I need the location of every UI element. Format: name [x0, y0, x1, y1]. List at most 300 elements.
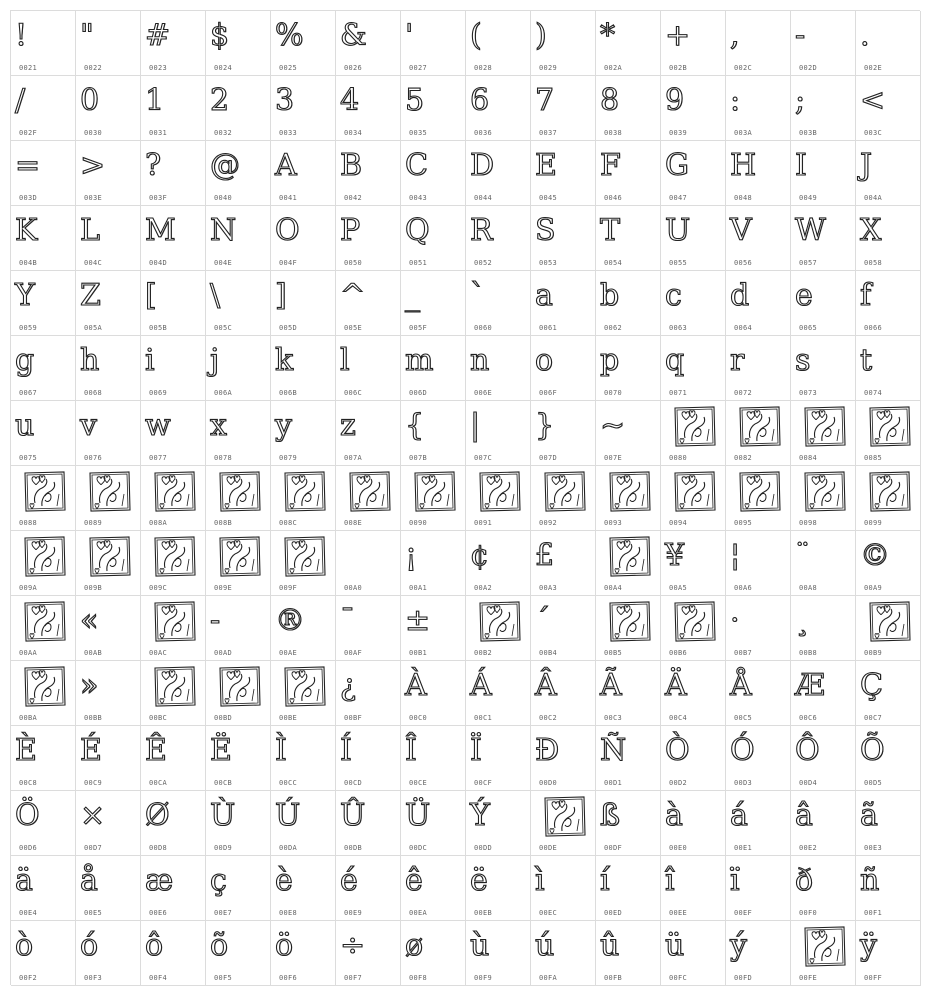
- glyph-character: %: [275, 18, 304, 53]
- glyph-cell-0044: [466, 141, 531, 206]
- glyph-character: Ô: [795, 733, 820, 768]
- glyph-code-label: 006F: [539, 389, 558, 397]
- glyph-code-label: 00EF: [734, 909, 753, 917]
- glyph-character: A: [275, 148, 297, 183]
- missing-glyph-icon: [868, 470, 912, 512]
- glyph-cell-0072: [726, 336, 791, 401]
- glyph-cell-00a3: [531, 531, 596, 596]
- glyph-code-label: 00D5: [864, 779, 883, 787]
- glyph-cell-0076: [76, 401, 141, 466]
- glyph-character: D: [470, 148, 495, 183]
- glyph-code-label: 0056: [734, 259, 753, 267]
- glyph-cell-0058: [856, 206, 921, 271]
- glyph-character: À: [405, 668, 427, 703]
- glyph-cell-0026: [336, 11, 401, 76]
- glyph-character: z: [340, 408, 356, 443]
- glyph-code-label: 0074: [864, 389, 883, 397]
- glyph-code-label: 0037: [539, 129, 558, 137]
- glyph-cell-0042: [336, 141, 401, 206]
- glyph-cell-0063: [661, 271, 726, 336]
- glyph-code-label: 0021: [19, 64, 38, 72]
- glyph-cell-00ef: [726, 856, 791, 921]
- glyph-code-label: 00EB: [474, 909, 493, 917]
- glyph-character: ¯: [340, 603, 355, 638]
- missing-glyph-icon: [413, 470, 457, 512]
- glyph-character: ?: [145, 148, 162, 183]
- glyph-code-label: 0043: [409, 194, 428, 202]
- missing-glyph-icon: [803, 405, 847, 447]
- missing-glyph-icon: [348, 470, 392, 512]
- glyph-character: I: [795, 148, 807, 183]
- glyph-character: ß: [600, 798, 621, 833]
- glyph-code-label: 0076: [84, 454, 103, 462]
- glyph-code-label: 0045: [539, 194, 558, 202]
- glyph-cell-00bf: [336, 661, 401, 726]
- glyph-character: y: [275, 408, 292, 443]
- glyph-code-label: 0078: [214, 454, 233, 462]
- glyph-cell-004a: [856, 141, 921, 206]
- glyph-cell-00ff: [856, 921, 921, 986]
- glyph-character: n: [470, 343, 490, 378]
- glyph-character: 8: [600, 83, 620, 118]
- glyph-character: ·: [730, 603, 740, 638]
- glyph-code-label: 0075: [19, 454, 38, 462]
- glyph-character: È: [15, 733, 37, 768]
- glyph-code-label: 00B1: [409, 649, 428, 657]
- glyph-cell-00d4: [791, 726, 856, 791]
- glyph-code-label: 00FD: [734, 974, 753, 982]
- glyph-code-label: 0053: [539, 259, 558, 267]
- glyph-cell-0069: [141, 336, 206, 401]
- glyph-character: Ã: [600, 668, 622, 703]
- glyph-code-label: 00E8: [279, 909, 298, 917]
- glyph-cell-006f: [531, 336, 596, 401]
- glyph-character: ": [80, 18, 94, 53]
- glyph-cell-00c6: [791, 661, 856, 726]
- missing-glyph-icon: [283, 470, 327, 512]
- glyph-character: ©: [860, 538, 890, 573]
- glyph-code-label: 00AD: [214, 649, 233, 657]
- glyph-cell-007d: [531, 401, 596, 466]
- glyph-code-label: 00DA: [279, 844, 298, 852]
- missing-glyph-icon: [153, 535, 197, 577]
- glyph-cell-003d: [11, 141, 76, 206]
- glyph-cell-00ee: [661, 856, 726, 921]
- glyph-cell-00ba: [11, 661, 76, 726]
- glyph-cell-00b6: [661, 596, 726, 661]
- glyph-cell-00bd: [206, 661, 271, 726]
- glyph-character: õ: [210, 928, 229, 963]
- glyph-character: [: [145, 278, 157, 313]
- glyph-cell-009f: [271, 531, 336, 596]
- glyph-cell-0070: [596, 336, 661, 401]
- glyph-cell-0033: [271, 76, 336, 141]
- glyph-code-label: 00FE: [799, 974, 818, 982]
- missing-glyph-icon: [88, 470, 132, 512]
- glyph-cell-00d9: [206, 791, 271, 856]
- glyph-character: *: [600, 18, 615, 53]
- missing-glyph-icon: [283, 535, 327, 577]
- glyph-cell-00c7: [856, 661, 921, 726]
- glyph-cell-0038: [596, 76, 661, 141]
- glyph-code-label: 00DE: [539, 844, 558, 852]
- missing-glyph-icon: [478, 600, 522, 642]
- glyph-character: £: [535, 538, 555, 573]
- missing-glyph-icon: [738, 405, 782, 447]
- glyph-code-label: 0029: [539, 64, 558, 72]
- glyph-code-label: 0033: [279, 129, 298, 137]
- missing-glyph-icon: [153, 665, 197, 707]
- glyph-cell-0032: [206, 76, 271, 141]
- glyph-code-label: 008C: [279, 519, 298, 527]
- glyph-character: ë: [470, 863, 488, 898]
- glyph-code-label: 00B7: [734, 649, 753, 657]
- glyph-character: ®: [275, 603, 305, 638]
- missing-glyph-icon: [283, 665, 327, 707]
- glyph-cell-00e2: [791, 791, 856, 856]
- glyph-code-label: 002C: [734, 64, 753, 72]
- glyph-code-label: 0060: [474, 324, 493, 332]
- glyph-character: ñ: [860, 863, 880, 898]
- glyph-code-label: 0063: [669, 324, 688, 332]
- glyph-character: ö: [275, 928, 294, 963]
- glyph-character: -: [210, 603, 221, 638]
- glyph-cell-00f2: [11, 921, 76, 986]
- glyph-cell-003a: [726, 76, 791, 141]
- glyph-code-label: 00AC: [149, 649, 168, 657]
- glyph-cell-00eb: [466, 856, 531, 921]
- glyph-character: à: [665, 798, 683, 833]
- glyph-code-label: 0065: [799, 324, 818, 332]
- glyph-character: 9: [665, 83, 685, 118]
- glyph-cell-009c: [141, 531, 206, 596]
- glyph-code-label: 00E5: [84, 909, 103, 917]
- glyph-code-label: 00EE: [669, 909, 688, 917]
- glyph-code-label: 0058: [864, 259, 883, 267]
- glyph-character: Ñ: [600, 733, 627, 768]
- glyph-code-label: 00A6: [734, 584, 753, 592]
- glyph-cell-00ab: [76, 596, 141, 661]
- glyph-code-label: 00A2: [474, 584, 493, 592]
- glyph-cell-00a2: [466, 531, 531, 596]
- glyph-code-label: 004B: [19, 259, 38, 267]
- glyph-code-label: 00A0: [344, 584, 363, 592]
- glyph-code-label: 00F1: [864, 909, 883, 917]
- glyph-code-label: 0088: [19, 519, 38, 527]
- glyph-code-label: 00C4: [669, 714, 688, 722]
- glyph-character: ¡: [405, 538, 418, 573]
- glyph-code-label: 0054: [604, 259, 623, 267]
- glyph-character: ü: [665, 928, 685, 963]
- glyph-cell-00f0: [791, 856, 856, 921]
- glyph-character: Î: [405, 733, 417, 768]
- missing-glyph-icon: [608, 600, 652, 642]
- glyph-cell-006d: [401, 336, 466, 401]
- glyph-code-label: 00BD: [214, 714, 233, 722]
- glyph-code-label: 0071: [669, 389, 688, 397]
- glyph-code-label: 0026: [344, 64, 363, 72]
- glyph-character: Ì: [275, 733, 287, 768]
- glyph-cell-003e: [76, 141, 141, 206]
- glyph-cell-0066: [856, 271, 921, 336]
- glyph-cell-0089: [76, 466, 141, 531]
- glyph-code-label: 0093: [604, 519, 623, 527]
- glyph-cell-0027: [401, 11, 466, 76]
- missing-glyph-icon: [673, 600, 717, 642]
- glyph-code-label: 0094: [669, 519, 688, 527]
- glyph-code-label: 0069: [149, 389, 168, 397]
- glyph-code-label: 00C5: [734, 714, 753, 722]
- glyph-cell-009e: [206, 531, 271, 596]
- glyph-character: 1: [145, 83, 165, 118]
- glyph-character: .: [860, 18, 870, 53]
- glyph-code-label: 00CA: [149, 779, 168, 787]
- glyph-cell-0092: [531, 466, 596, 531]
- glyph-character: Õ: [860, 733, 885, 768]
- glyph-code-label: 0024: [214, 64, 233, 72]
- glyph-cell-00a5: [661, 531, 726, 596]
- glyph-code-label: 00FA: [539, 974, 558, 982]
- glyph-cell-00d0: [531, 726, 596, 791]
- glyph-cell-005f: [401, 271, 466, 336]
- glyph-character: ¦: [730, 538, 741, 573]
- glyph-cell-009b: [76, 531, 141, 596]
- glyph-code-label: 0092: [539, 519, 558, 527]
- glyph-code-label: 00E6: [149, 909, 168, 917]
- glyph-cell-00d1: [596, 726, 661, 791]
- glyph-cell-0024: [206, 11, 271, 76]
- glyph-code-label: 007C: [474, 454, 493, 462]
- glyph-cell-00cb: [206, 726, 271, 791]
- glyph-code-label: 00F2: [19, 974, 38, 982]
- glyph-code-label: 00ED: [604, 909, 623, 917]
- glyph-code-label: 0051: [409, 259, 428, 267]
- glyph-cell-00a1: [401, 531, 466, 596]
- glyph-code-label: 0059: [19, 324, 38, 332]
- glyph-code-label: 00A3: [539, 584, 558, 592]
- glyph-code-label: 0044: [474, 194, 493, 202]
- glyph-character: ~: [600, 408, 626, 443]
- glyph-character: ø: [405, 928, 424, 963]
- glyph-cell-0048: [726, 141, 791, 206]
- glyph-cell-002b: [661, 11, 726, 76]
- glyph-cell-00e5: [76, 856, 141, 921]
- glyph-cell-00b8: [791, 596, 856, 661]
- glyph-cell-0091: [466, 466, 531, 531]
- glyph-cell-00f6: [271, 921, 336, 986]
- glyph-character: v: [80, 408, 97, 443]
- glyph-cell-00a9: [856, 531, 921, 596]
- glyph-code-label: 0091: [474, 519, 493, 527]
- glyph-code-label: 0031: [149, 129, 168, 137]
- glyph-cell-0053: [531, 206, 596, 271]
- glyph-cell-00f8: [401, 921, 466, 986]
- glyph-character: ¢: [470, 538, 490, 573]
- glyph-code-label: 0098: [799, 519, 818, 527]
- glyph-cell-0034: [336, 76, 401, 141]
- glyph-cell-00bb: [76, 661, 141, 726]
- glyph-character: N: [210, 213, 237, 248]
- glyph-code-label: 0030: [84, 129, 103, 137]
- glyph-cell-00af: [336, 596, 401, 661]
- glyph-character: ÷: [340, 928, 366, 963]
- glyph-map-grid: [10, 10, 920, 985]
- glyph-cell-0077: [141, 401, 206, 466]
- glyph-code-label: 00BA: [19, 714, 38, 722]
- glyph-cell-006a: [206, 336, 271, 401]
- glyph-character: Ù: [210, 798, 236, 833]
- glyph-code-label: 00A1: [409, 584, 428, 592]
- glyph-code-label: 009A: [19, 584, 38, 592]
- glyph-character: X: [860, 213, 882, 248]
- glyph-code-label: 00CE: [409, 779, 428, 787]
- glyph-cell-0035: [401, 76, 466, 141]
- glyph-character: 5: [405, 83, 425, 118]
- glyph-cell-002c: [726, 11, 791, 76]
- glyph-code-label: 0046: [604, 194, 623, 202]
- glyph-cell-0028: [466, 11, 531, 76]
- glyph-cell-00cc: [271, 726, 336, 791]
- glyph-character: Ý: [470, 798, 490, 833]
- glyph-character: Ê: [145, 733, 167, 768]
- glyph-character: ¿: [340, 668, 357, 703]
- glyph-character: F: [600, 148, 621, 183]
- glyph-cell-002d: [791, 11, 856, 76]
- glyph-character: ,: [730, 18, 740, 53]
- missing-glyph-icon: [218, 470, 262, 512]
- glyph-cell-00c9: [76, 726, 141, 791]
- glyph-cell-0082: [726, 401, 791, 466]
- glyph-code-label: 00CF: [474, 779, 493, 787]
- glyph-code-label: 0036: [474, 129, 493, 137]
- glyph-cell-00df: [596, 791, 661, 856]
- glyph-cell-00c3: [596, 661, 661, 726]
- glyph-code-label: 00D0: [539, 779, 558, 787]
- glyph-character: k: [275, 343, 294, 378]
- glyph-code-label: 00D2: [669, 779, 688, 787]
- glyph-cell-00c4: [661, 661, 726, 726]
- glyph-cell-008e: [336, 466, 401, 531]
- glyph-character: K: [15, 213, 38, 248]
- glyph-code-label: 009B: [84, 584, 103, 592]
- glyph-character: e: [795, 278, 813, 313]
- glyph-cell-00e3: [856, 791, 921, 856]
- glyph-code-label: 004F: [279, 259, 298, 267]
- glyph-character: ì: [535, 863, 545, 898]
- glyph-character: â: [795, 798, 813, 833]
- glyph-cell-00d8: [141, 791, 206, 856]
- missing-glyph-icon: [153, 470, 197, 512]
- missing-glyph-icon: [608, 470, 652, 512]
- glyph-character: j: [210, 343, 220, 378]
- glyph-cell-0080: [661, 401, 726, 466]
- glyph-cell-00c8: [11, 726, 76, 791]
- glyph-code-label: 0084: [799, 454, 818, 462]
- glyph-cell-004d: [141, 206, 206, 271]
- glyph-character: ¸: [795, 603, 810, 638]
- glyph-cell-0071: [661, 336, 726, 401]
- missing-glyph-icon: [478, 470, 522, 512]
- glyph-character: x: [210, 408, 227, 443]
- glyph-cell-008b: [206, 466, 271, 531]
- glyph-code-label: 0040: [214, 194, 233, 202]
- glyph-cell-0040: [206, 141, 271, 206]
- glyph-cell-00f5: [206, 921, 271, 986]
- glyph-code-label: 00B5: [604, 649, 623, 657]
- glyph-cell-0054: [596, 206, 661, 271]
- glyph-character: o: [535, 343, 554, 378]
- glyph-cell-00fa: [531, 921, 596, 986]
- glyph-cell-0045: [531, 141, 596, 206]
- glyph-character: U: [665, 213, 691, 248]
- missing-glyph-icon: [543, 470, 587, 512]
- glyph-cell-005a: [76, 271, 141, 336]
- glyph-character: R: [470, 213, 493, 248]
- glyph-code-label: 00DD: [474, 844, 493, 852]
- glyph-code-label: 00D6: [19, 844, 38, 852]
- glyph-character: |: [470, 408, 481, 443]
- glyph-code-label: 00E0: [669, 844, 688, 852]
- glyph-code-label: 00A8: [799, 584, 818, 592]
- glyph-cell-00f7: [336, 921, 401, 986]
- glyph-cell-0031: [141, 76, 206, 141]
- glyph-character: $: [210, 18, 230, 53]
- glyph-cell-0090: [401, 466, 466, 531]
- glyph-cell-0062: [596, 271, 661, 336]
- glyph-cell-00e6: [141, 856, 206, 921]
- glyph-character: q: [665, 343, 685, 378]
- glyph-cell-005d: [271, 271, 336, 336]
- glyph-cell-00db: [336, 791, 401, 856]
- glyph-character: @: [210, 148, 240, 183]
- glyph-character: a: [535, 278, 553, 313]
- glyph-code-label: 009F: [279, 584, 298, 592]
- glyph-code-label: 0090: [409, 519, 428, 527]
- glyph-character: ÿ: [860, 928, 877, 963]
- glyph-character: H: [730, 148, 757, 183]
- glyph-code-label: 0050: [344, 259, 363, 267]
- glyph-cell-00f4: [141, 921, 206, 986]
- glyph-character: `: [470, 278, 485, 313]
- glyph-cell-0085: [856, 401, 921, 466]
- glyph-code-label: 00BC: [149, 714, 168, 722]
- glyph-code-label: 0073: [799, 389, 818, 397]
- glyph-character: p: [600, 343, 620, 378]
- glyph-code-label: 00C7: [864, 714, 883, 722]
- glyph-code-label: 003A: [734, 129, 753, 137]
- glyph-code-label: 00A5: [669, 584, 688, 592]
- glyph-code-label: 0039: [669, 129, 688, 137]
- glyph-character: _: [405, 278, 420, 313]
- glyph-cell-0043: [401, 141, 466, 206]
- glyph-code-label: 00C3: [604, 714, 623, 722]
- glyph-cell-0052: [466, 206, 531, 271]
- glyph-character: =: [15, 148, 41, 183]
- glyph-character: Ò: [665, 733, 690, 768]
- glyph-character: s: [795, 343, 811, 378]
- missing-glyph-icon: [868, 600, 912, 642]
- glyph-code-label: 003B: [799, 129, 818, 137]
- glyph-cell-00aa: [11, 596, 76, 661]
- glyph-cell-00f3: [76, 921, 141, 986]
- glyph-character: :: [730, 83, 741, 118]
- glyph-code-label: 00D7: [84, 844, 103, 852]
- glyph-code-label: 00F8: [409, 974, 428, 982]
- missing-glyph-icon: [803, 470, 847, 512]
- glyph-character: b: [600, 278, 620, 313]
- glyph-cell-00c2: [531, 661, 596, 726]
- glyph-code-label: 00E4: [19, 909, 38, 917]
